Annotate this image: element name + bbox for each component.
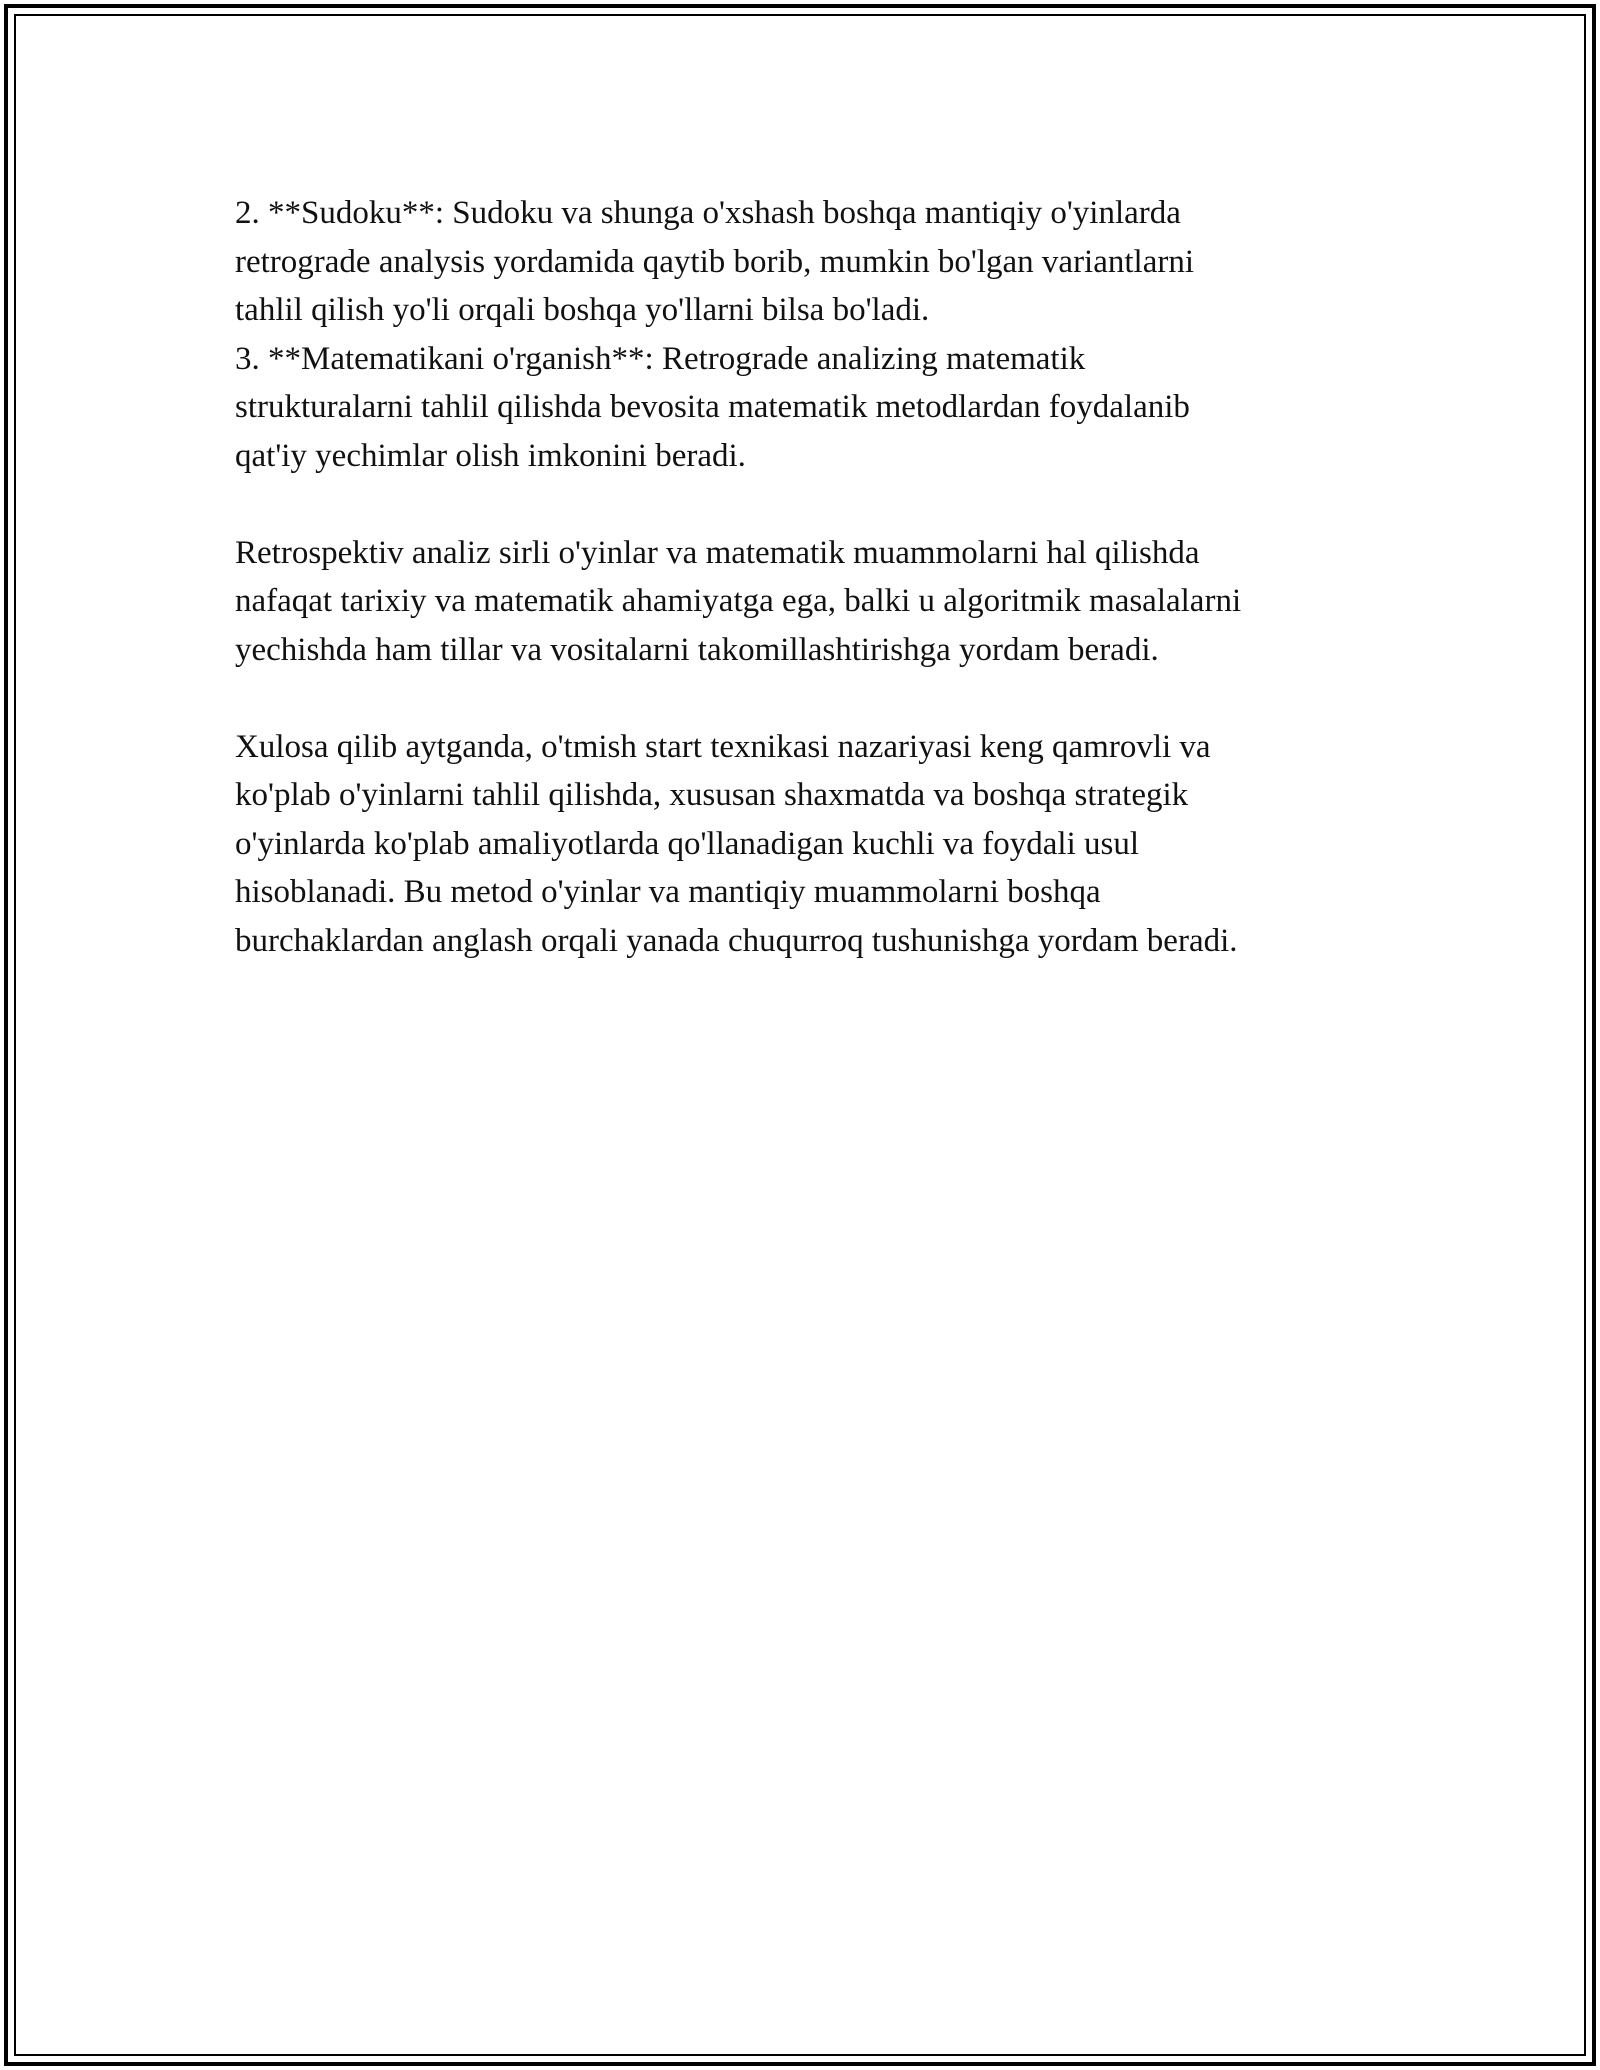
text-line: Retrospektiv analiz sirli o'yinlar va matematik muammolarni hal qilishda (235, 534, 1200, 571)
text-line: ko'plab o'yinlarni tahlil qilishda, xususan shaxmatda va boshqa strategik (235, 777, 1189, 813)
text-line: nafaqat tarixiy va matematik ahamiyatga ega, balki u algoritmik masalalarni (235, 583, 1242, 619)
text-line: o'yinlarda ko'plab amaliyotlarda qo'llanadigan kuchli va foydali usul (235, 825, 1140, 862)
text-line: Xulosa qilib aytganda, o'tmish start texnikasi nazariyasi keng qamrovli va (235, 728, 1211, 765)
text-line: hisoblanadi. Bu metod o'yinlar va mantiqiy muammolarni boshqa (235, 874, 1101, 910)
paragraph-retrospektiv (235, 529, 1415, 675)
text-line: tahlil qilish yo'li orqali boshqa yo'llarni bilsa bo'ladi. (235, 292, 930, 328)
text-line: 3. **Matematikani o'rganish**: Retrograde analizing matematik (235, 340, 1086, 377)
text-line: yechishda ham tillar va vositalarni takomillashtirishga yordam beradi. (235, 631, 1159, 668)
list-item-sudoku (235, 189, 1415, 335)
text-line: burchaklardan anglash orqali yanada chuqurroq tushunishga yordam beradi. (235, 922, 1238, 959)
text-line: strukturalarni tahlil qilishda bevosita matematik metodlardan foydalanib (235, 389, 1190, 425)
paragraph-spacer (235, 480, 1415, 529)
text-line: qat'iy yechimlar olish imkonini beradi. (235, 437, 746, 474)
paragraph-xulosa (235, 723, 1415, 966)
list-item-matematika (235, 335, 1415, 481)
paragraph-spacer (235, 674, 1415, 723)
document-body (235, 189, 1415, 965)
text-line: retrograde analysis yordamida qaytib borib, mumkin bo'lgan variantlarni (235, 243, 1195, 280)
text-line: 2. **Sudoku**: Sudoku va shunga o'xshash boshqa mantiqiy o'yinlarda (235, 195, 1181, 231)
